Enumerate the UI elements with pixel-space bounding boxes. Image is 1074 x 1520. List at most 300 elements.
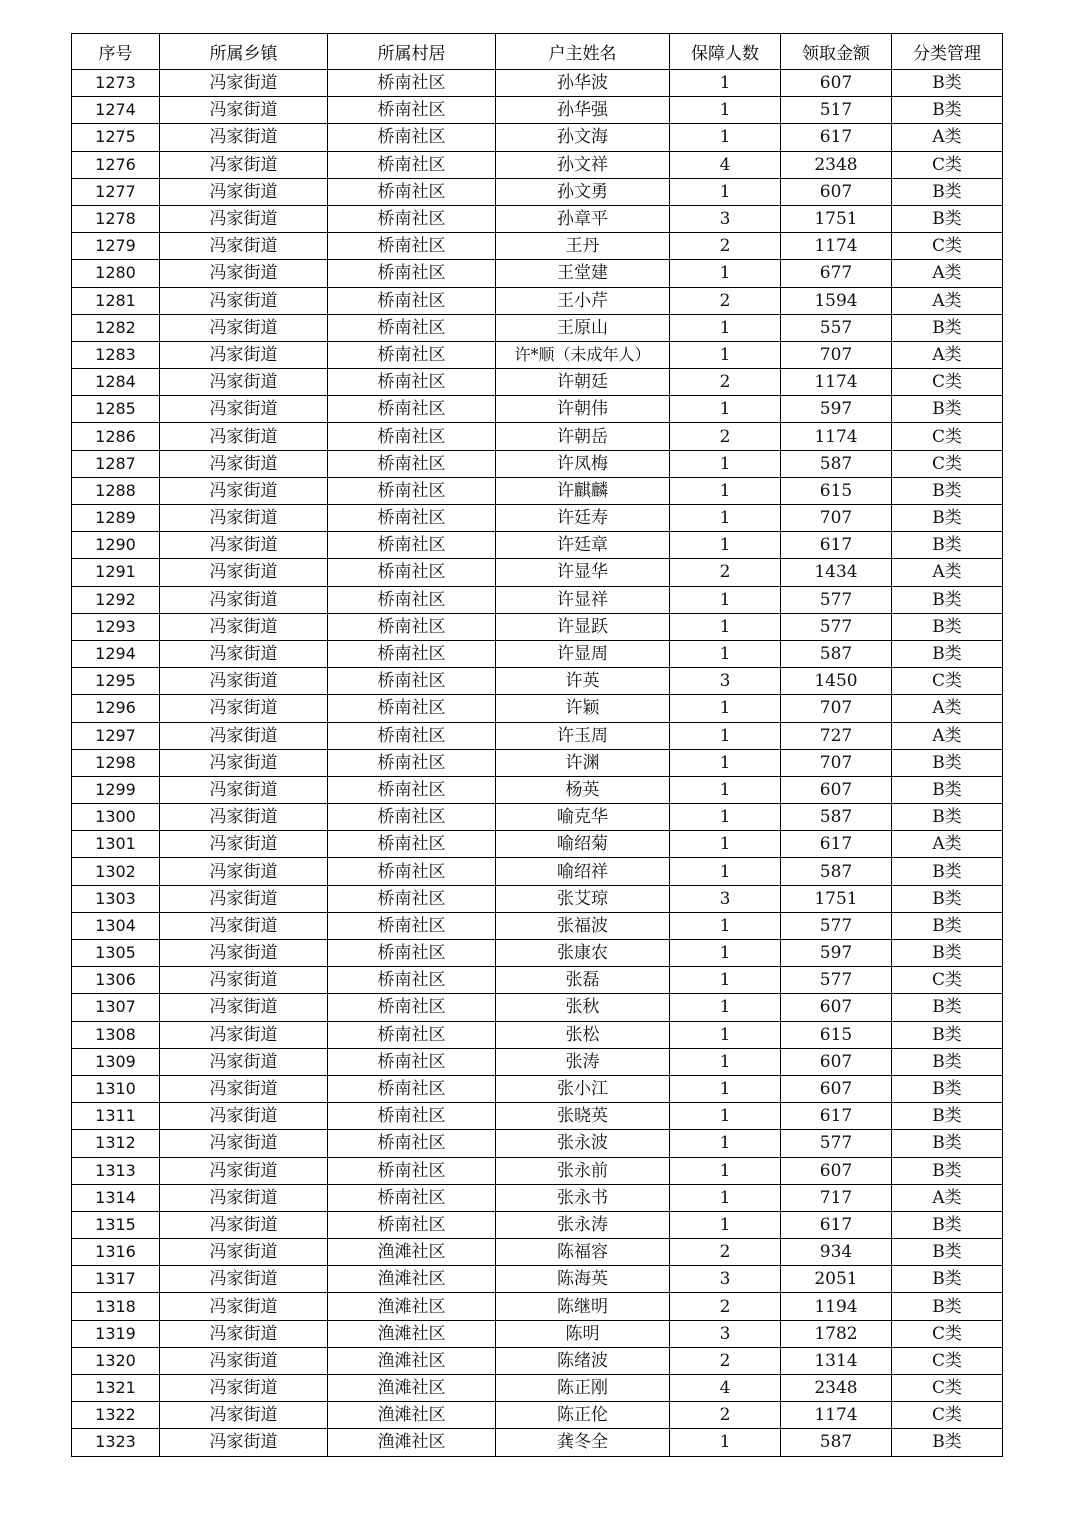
cell-amount: 617 [781,124,892,151]
cell-seq: 1297 [72,722,160,749]
cell-township: 冯家街道 [160,1075,328,1102]
cell-category: B类 [892,396,1003,423]
table-row [72,151,1003,178]
cell-township: 冯家街道 [160,1184,328,1211]
header-category: 分类管理 [892,34,1003,70]
cell-seq: 1301 [72,831,160,858]
cell-village: 桥南社区 [328,233,496,260]
cell-seq: 1292 [72,586,160,613]
cell-persons: 2 [670,233,781,260]
cell-township: 冯家街道 [160,858,328,885]
cell-village: 桥南社区 [328,314,496,341]
cell-category: A类 [892,341,1003,368]
cell-township: 冯家街道 [160,178,328,205]
cell-category: A类 [892,559,1003,586]
cell-village: 桥南社区 [328,70,496,97]
cell-village: 渔滩社区 [328,1239,496,1266]
cell-village: 桥南社区 [328,804,496,831]
cell-householder: 许渊 [496,749,670,776]
cell-category: B类 [892,940,1003,967]
table-row [72,967,1003,994]
cell-township: 冯家街道 [160,205,328,232]
cell-category: C类 [892,1402,1003,1429]
cell-persons: 2 [670,1347,781,1374]
cell-township: 冯家街道 [160,233,328,260]
header-seq: 序号 [72,34,160,70]
cell-persons: 4 [670,1375,781,1402]
cell-seq: 1295 [72,668,160,695]
cell-seq: 1293 [72,613,160,640]
cell-amount: 717 [781,1184,892,1211]
cell-householder: 许显周 [496,640,670,667]
cell-township: 冯家街道 [160,559,328,586]
table-row [72,804,1003,831]
cell-category: B类 [892,1103,1003,1130]
cell-persons: 1 [670,1075,781,1102]
table-row [72,749,1003,776]
cell-category: B类 [892,885,1003,912]
table-row [72,858,1003,885]
cell-category: A类 [892,287,1003,314]
cell-seq: 1317 [72,1266,160,1293]
cell-village: 桥南社区 [328,151,496,178]
cell-persons: 2 [670,369,781,396]
cell-township: 冯家街道 [160,477,328,504]
cell-category: B类 [892,858,1003,885]
table-row [72,940,1003,967]
header-row [72,34,1003,70]
cell-village: 桥南社区 [328,287,496,314]
table-row [72,505,1003,532]
cell-householder: 王原山 [496,314,670,341]
cell-category: B类 [892,776,1003,803]
cell-township: 冯家街道 [160,1347,328,1374]
cell-persons: 1 [670,178,781,205]
table-row [72,1402,1003,1429]
cell-persons: 1 [670,776,781,803]
cell-persons: 2 [670,1239,781,1266]
cell-category: A类 [892,722,1003,749]
cell-seq: 1308 [72,1021,160,1048]
table-row [72,260,1003,287]
cell-category: B类 [892,804,1003,831]
cell-township: 冯家街道 [160,260,328,287]
cell-persons: 1 [670,640,781,667]
cell-seq: 1319 [72,1320,160,1347]
cell-amount: 577 [781,1130,892,1157]
cell-village: 桥南社区 [328,1130,496,1157]
cell-category: B类 [892,314,1003,341]
cell-village: 桥南社区 [328,1075,496,1102]
cell-township: 冯家街道 [160,396,328,423]
table-row [72,205,1003,232]
cell-township: 冯家街道 [160,640,328,667]
cell-seq: 1305 [72,940,160,967]
cell-householder: 孙文祥 [496,151,670,178]
cell-village: 桥南社区 [328,1184,496,1211]
cell-persons: 1 [670,1048,781,1075]
cell-category: A类 [892,1184,1003,1211]
cell-householder: 陈福容 [496,1239,670,1266]
cell-persons: 1 [670,341,781,368]
cell-householder: 许朝岳 [496,423,670,450]
cell-category: B类 [892,1429,1003,1456]
cell-householder: 孙华强 [496,97,670,124]
cell-village: 桥南社区 [328,695,496,722]
cell-village: 渔滩社区 [328,1347,496,1374]
cell-amount: 607 [781,1075,892,1102]
table-row [72,532,1003,559]
table-row [72,640,1003,667]
table-row [72,450,1003,477]
cell-village: 渔滩社区 [328,1293,496,1320]
cell-village: 桥南社区 [328,967,496,994]
cell-persons: 3 [670,885,781,912]
cell-seq: 1307 [72,994,160,1021]
table-row [72,1130,1003,1157]
cell-amount: 577 [781,586,892,613]
cell-seq: 1304 [72,912,160,939]
cell-category: B类 [892,1266,1003,1293]
cell-seq: 1316 [72,1239,160,1266]
cell-householder: 许麒麟 [496,477,670,504]
table-row [72,97,1003,124]
cell-seq: 1283 [72,341,160,368]
cell-village: 桥南社区 [328,423,496,450]
cell-amount: 615 [781,477,892,504]
cell-householder: 张永涛 [496,1211,670,1238]
cell-village: 桥南社区 [328,749,496,776]
cell-householder: 许凤梅 [496,450,670,477]
cell-householder: 喻克华 [496,804,670,831]
cell-amount: 617 [781,1103,892,1130]
cell-category: B类 [892,1130,1003,1157]
cell-householder: 张永波 [496,1130,670,1157]
cell-persons: 2 [670,423,781,450]
cell-seq: 1321 [72,1375,160,1402]
cell-township: 冯家街道 [160,151,328,178]
cell-householder: 许显跃 [496,613,670,640]
cell-township: 冯家街道 [160,314,328,341]
cell-township: 冯家街道 [160,804,328,831]
cell-village: 渔滩社区 [328,1375,496,1402]
cell-persons: 1 [670,532,781,559]
cell-category: C类 [892,233,1003,260]
cell-category: B类 [892,749,1003,776]
cell-householder: 张永前 [496,1157,670,1184]
cell-category: C类 [892,369,1003,396]
cell-persons: 1 [670,396,781,423]
cell-seq: 1303 [72,885,160,912]
cell-seq: 1276 [72,151,160,178]
cell-township: 冯家街道 [160,369,328,396]
cell-amount: 2348 [781,1375,892,1402]
cell-amount: 517 [781,97,892,124]
cell-seq: 1282 [72,314,160,341]
cell-persons: 1 [670,613,781,640]
table-row [72,70,1003,97]
cell-township: 冯家街道 [160,776,328,803]
cell-householder: 龚冬全 [496,1429,670,1456]
cell-persons: 4 [670,151,781,178]
cell-township: 冯家街道 [160,1048,328,1075]
cell-village: 桥南社区 [328,994,496,1021]
cell-category: B类 [892,1211,1003,1238]
cell-township: 冯家街道 [160,668,328,695]
cell-category: B类 [892,994,1003,1021]
cell-category: A类 [892,831,1003,858]
cell-amount: 617 [781,532,892,559]
cell-seq: 1298 [72,749,160,776]
cell-householder: 许*顺（未成年人） [496,341,670,368]
cell-category: C类 [892,1320,1003,1347]
table-row [72,314,1003,341]
cell-seq: 1291 [72,559,160,586]
cell-persons: 1 [670,124,781,151]
cell-seq: 1289 [72,505,160,532]
cell-householder: 王丹 [496,233,670,260]
cell-amount: 607 [781,994,892,1021]
cell-village: 渔滩社区 [328,1429,496,1456]
cell-amount: 577 [781,912,892,939]
cell-amount: 1194 [781,1293,892,1320]
table-row [72,396,1003,423]
table-row [72,341,1003,368]
cell-seq: 1309 [72,1048,160,1075]
cell-township: 冯家街道 [160,613,328,640]
cell-householder: 张小江 [496,1075,670,1102]
cell-amount: 607 [781,1048,892,1075]
cell-seq: 1294 [72,640,160,667]
cell-township: 冯家街道 [160,70,328,97]
cell-seq: 1322 [72,1402,160,1429]
cell-township: 冯家街道 [160,287,328,314]
cell-seq: 1296 [72,695,160,722]
cell-seq: 1279 [72,233,160,260]
table-row [72,885,1003,912]
cell-seq: 1287 [72,450,160,477]
table-row [72,831,1003,858]
assistance-roster-table [71,33,1003,1457]
cell-householder: 孙文海 [496,124,670,151]
cell-persons: 2 [670,287,781,314]
cell-amount: 677 [781,260,892,287]
cell-householder: 孙华波 [496,70,670,97]
cell-amount: 1450 [781,668,892,695]
table-row [72,1048,1003,1075]
cell-seq: 1288 [72,477,160,504]
cell-householder: 孙文勇 [496,178,670,205]
cell-seq: 1277 [72,178,160,205]
cell-householder: 许朝伟 [496,396,670,423]
cell-seq: 1274 [72,97,160,124]
cell-amount: 557 [781,314,892,341]
cell-persons: 1 [670,749,781,776]
cell-township: 冯家街道 [160,586,328,613]
cell-persons: 1 [670,1184,781,1211]
cell-amount: 1782 [781,1320,892,1347]
cell-township: 冯家街道 [160,1402,328,1429]
table-row [72,912,1003,939]
cell-householder: 王小芹 [496,287,670,314]
cell-persons: 1 [670,940,781,967]
cell-village: 桥南社区 [328,1103,496,1130]
cell-township: 冯家街道 [160,1239,328,1266]
cell-amount: 617 [781,831,892,858]
cell-township: 冯家街道 [160,1320,328,1347]
cell-township: 冯家街道 [160,940,328,967]
cell-persons: 3 [670,1320,781,1347]
cell-category: C类 [892,1347,1003,1374]
table-row [72,776,1003,803]
cell-township: 冯家街道 [160,912,328,939]
table-row [72,613,1003,640]
cell-township: 冯家街道 [160,1130,328,1157]
cell-category: B类 [892,1021,1003,1048]
cell-village: 桥南社区 [328,885,496,912]
cell-persons: 3 [670,1266,781,1293]
cell-seq: 1280 [72,260,160,287]
cell-township: 冯家街道 [160,1021,328,1048]
cell-seq: 1300 [72,804,160,831]
cell-persons: 1 [670,97,781,124]
cell-category: C类 [892,450,1003,477]
cell-township: 冯家街道 [160,695,328,722]
cell-seq: 1306 [72,967,160,994]
cell-amount: 597 [781,396,892,423]
table-row [72,586,1003,613]
cell-amount: 597 [781,940,892,967]
cell-category: C类 [892,967,1003,994]
cell-village: 桥南社区 [328,1211,496,1238]
table-row [72,423,1003,450]
cell-category: C类 [892,151,1003,178]
cell-category: B类 [892,505,1003,532]
cell-township: 冯家街道 [160,1375,328,1402]
cell-persons: 1 [670,505,781,532]
cell-householder: 陈正刚 [496,1375,670,1402]
cell-amount: 727 [781,722,892,749]
cell-householder: 张磊 [496,967,670,994]
cell-village: 桥南社区 [328,831,496,858]
cell-village: 桥南社区 [328,477,496,504]
cell-householder: 陈绪波 [496,1347,670,1374]
cell-township: 冯家街道 [160,1429,328,1456]
cell-category: B类 [892,912,1003,939]
table-row [72,1075,1003,1102]
cell-persons: 1 [670,1130,781,1157]
table-row [72,233,1003,260]
cell-householder: 孙章平 [496,205,670,232]
cell-township: 冯家街道 [160,341,328,368]
cell-category: B类 [892,70,1003,97]
table-row [72,722,1003,749]
cell-township: 冯家街道 [160,505,328,532]
cell-amount: 2051 [781,1266,892,1293]
table-row [72,1375,1003,1402]
cell-persons: 1 [670,586,781,613]
cell-village: 桥南社区 [328,613,496,640]
cell-seq: 1285 [72,396,160,423]
cell-amount: 577 [781,613,892,640]
cell-township: 冯家街道 [160,450,328,477]
cell-township: 冯家街道 [160,749,328,776]
cell-category: C类 [892,423,1003,450]
cell-village: 桥南社区 [328,205,496,232]
cell-persons: 1 [670,858,781,885]
header-amount: 领取金额 [781,34,892,70]
cell-category: A类 [892,695,1003,722]
cell-township: 冯家街道 [160,994,328,1021]
cell-village: 桥南社区 [328,668,496,695]
cell-persons: 1 [670,450,781,477]
cell-village: 桥南社区 [328,369,496,396]
cell-amount: 707 [781,749,892,776]
cell-village: 桥南社区 [328,450,496,477]
cell-seq: 1314 [72,1184,160,1211]
table-row [72,695,1003,722]
cell-amount: 587 [781,640,892,667]
cell-category: B类 [892,586,1003,613]
cell-householder: 张永书 [496,1184,670,1211]
table-row [72,1293,1003,1320]
cell-amount: 2348 [781,151,892,178]
cell-village: 桥南社区 [328,559,496,586]
cell-householder: 王堂建 [496,260,670,287]
cell-category: B类 [892,205,1003,232]
cell-amount: 607 [781,178,892,205]
table-row [72,124,1003,151]
cell-village: 桥南社区 [328,260,496,287]
table-row [72,994,1003,1021]
cell-village: 桥南社区 [328,532,496,559]
cell-village: 桥南社区 [328,396,496,423]
cell-amount: 707 [781,505,892,532]
table-row [72,1320,1003,1347]
cell-persons: 1 [670,260,781,287]
cell-category: C类 [892,1375,1003,1402]
cell-amount: 577 [781,967,892,994]
table-row [72,1266,1003,1293]
cell-householder: 喻绍菊 [496,831,670,858]
cell-amount: 707 [781,341,892,368]
cell-village: 桥南社区 [328,505,496,532]
cell-category: B类 [892,477,1003,504]
cell-township: 冯家街道 [160,885,328,912]
cell-township: 冯家街道 [160,97,328,124]
table-row [72,369,1003,396]
cell-householder: 张康农 [496,940,670,967]
cell-village: 渔滩社区 [328,1266,496,1293]
cell-persons: 1 [670,804,781,831]
cell-village: 桥南社区 [328,1048,496,1075]
cell-seq: 1284 [72,369,160,396]
cell-category: A类 [892,124,1003,151]
cell-category: B类 [892,1075,1003,1102]
table-row [72,1347,1003,1374]
cell-seq: 1281 [72,287,160,314]
cell-amount: 1434 [781,559,892,586]
cell-persons: 3 [670,205,781,232]
cell-persons: 1 [670,831,781,858]
cell-seq: 1299 [72,776,160,803]
cell-persons: 2 [670,1402,781,1429]
header-village: 所属村居 [328,34,496,70]
cell-householder: 许颖 [496,695,670,722]
cell-category: B类 [892,1239,1003,1266]
cell-township: 冯家街道 [160,722,328,749]
table-row [72,178,1003,205]
